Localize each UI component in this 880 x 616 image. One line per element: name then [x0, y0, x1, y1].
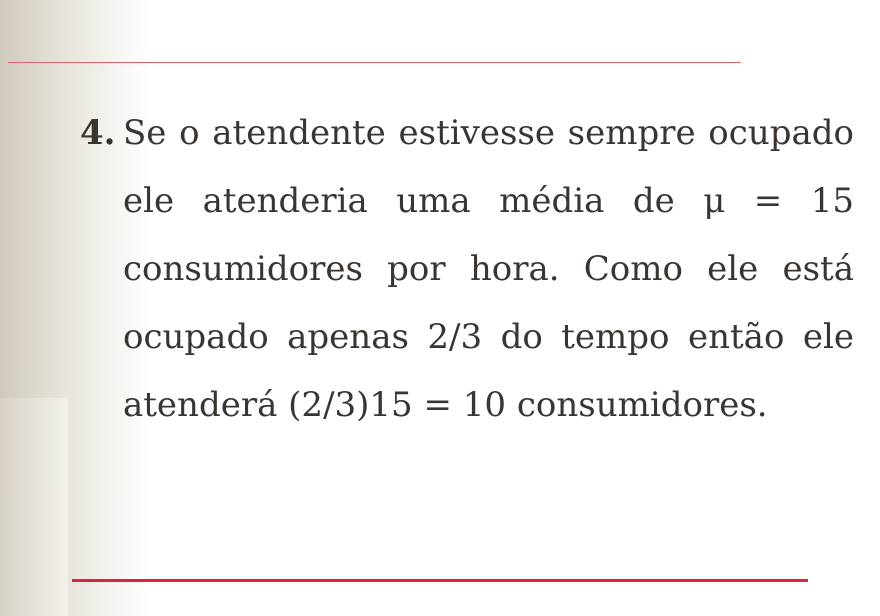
bottom-divider-line: [72, 579, 808, 582]
left-sidebar-block: [0, 398, 68, 616]
item-number: 4.: [80, 113, 116, 153]
top-divider-line: [8, 62, 741, 63]
item-text: Se o atendente estivesse sempre ocupado ele atenderia uma média de μ = 15 consumidores por hora. Como ele está ocupado apenas 2/3 do tempo então ele atenderá (2/3)15 = 10 consumidores.: [123, 113, 854, 425]
list-item: [80, 99, 854, 439]
